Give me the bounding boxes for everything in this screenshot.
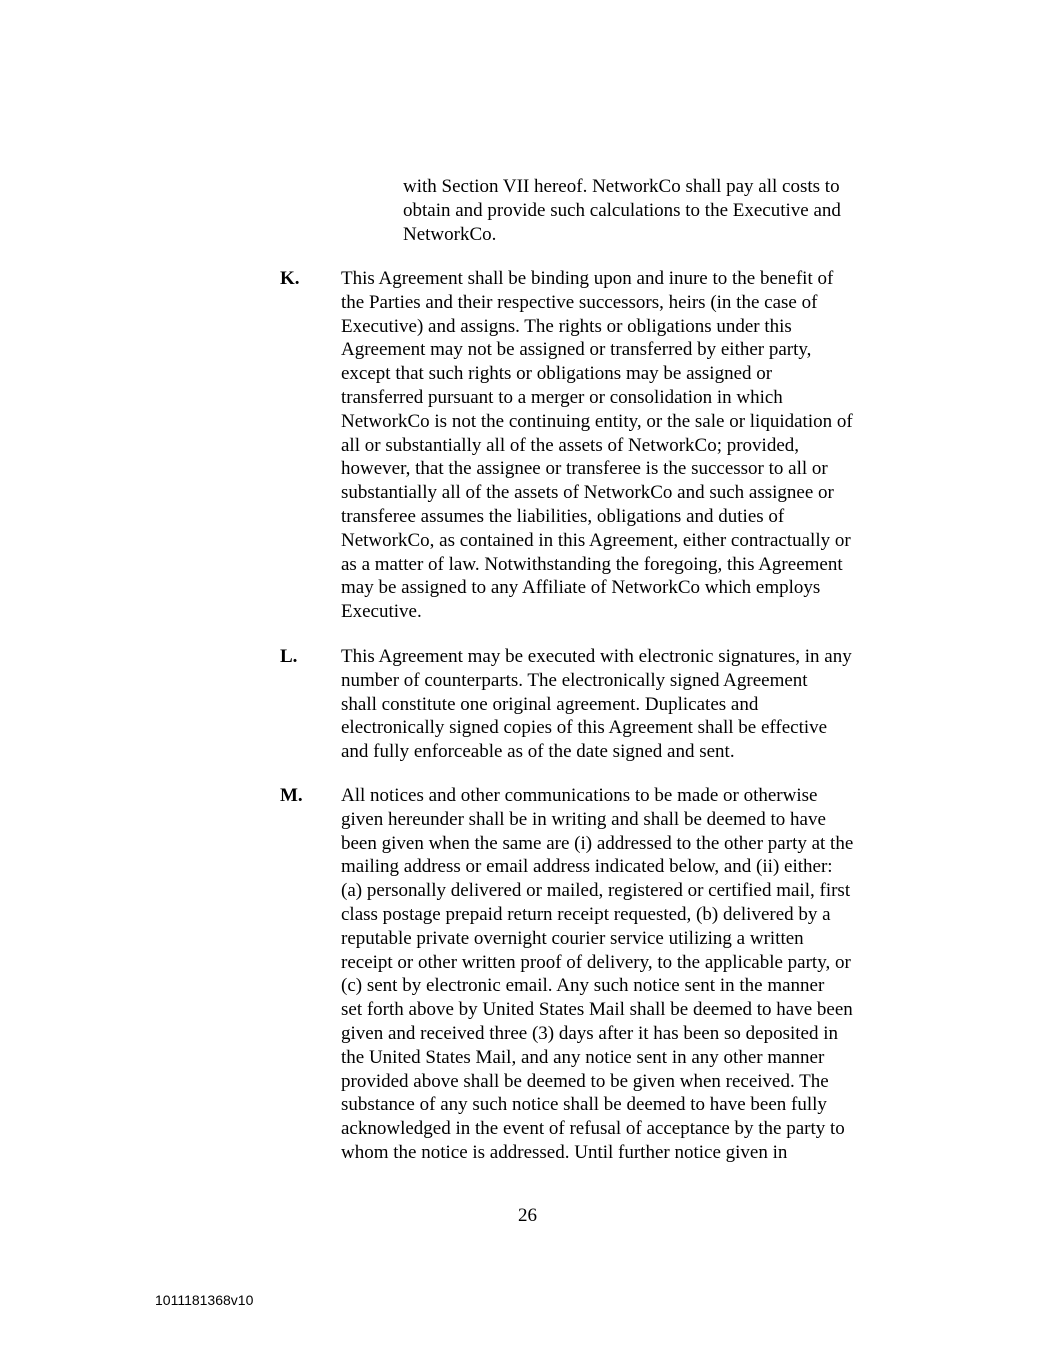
continuation-paragraph: with Section VII hereof. NetworkCo shall pay all costs to obtain and provide such calculations to the Executive and NetworkCo. (403, 176, 841, 245)
document-id: 1011181368v10 (155, 1292, 254, 1308)
section-letter-m: M. (280, 785, 303, 806)
section-paragraph-l: This Agreement may be executed with electronic signatures, in any number of counterparts. The electronically signed Agreement shall constitute one original agreement. Duplicates and electronically signed copies of this Agreement shall be effective and fully enforceable as of the date signed and sent. (341, 646, 852, 763)
section-letter-l: L. (280, 646, 298, 667)
section-letter-k: K. (280, 268, 300, 289)
section-paragraph-k: This Agreement shall be binding upon and inure to the benefit of the Parties and their respective successors, heirs (in the case of Executive) and assigns. The rights or obligations under this Agreement may not be assigned or transferred by either party, except that such rights or obligations may be assigned or transferred pursuant to a merger or consolidation in which NetworkCo is not the continuing entity, or the sale or liquidation of all or substantially all of the assets of NetworkCo; provided, however, that the assignee or transferee is the successor to all or substantially all of the assets of NetworkCo and such assignee or transferee assumes the liabilities, obligations and duties of NetworkCo, as contained in this Agreement, either contractually or as a matter of law. Notwithstanding the foregoing, this Agreement may be assigned to any Affiliate of NetworkCo which employs Executive. (341, 268, 853, 623)
page-number: 26 (518, 1205, 537, 1226)
section-paragraph-m: All notices and other communications to be made or otherwise given hereunder shall be in writing and shall be deemed to have been given when the same are (i) addressed to the other party at the mailing address or email address indicated below, and (ii) either: (a) personally delivered or mailed, registered or certified mail, first class postage prepaid return receipt requested, (b) delivered by a reputable private overnight courier service utilizing a written receipt or other written proof of delivery, to the applicable party, or (c) sent by electronic email. Any such notice sent in the manner set forth above by United States Mail shall be deemed to have been given and received three (3) days after it has been so deposited in the United States Mail, and any notice sent in any other manner provided above shall be deemed to be given when received. The substance of any such notice shall be deemed to have been fully acknowledged in the event of refusal of acceptance by the party to whom the notice is addressed. Until further notice given in (341, 785, 854, 1163)
